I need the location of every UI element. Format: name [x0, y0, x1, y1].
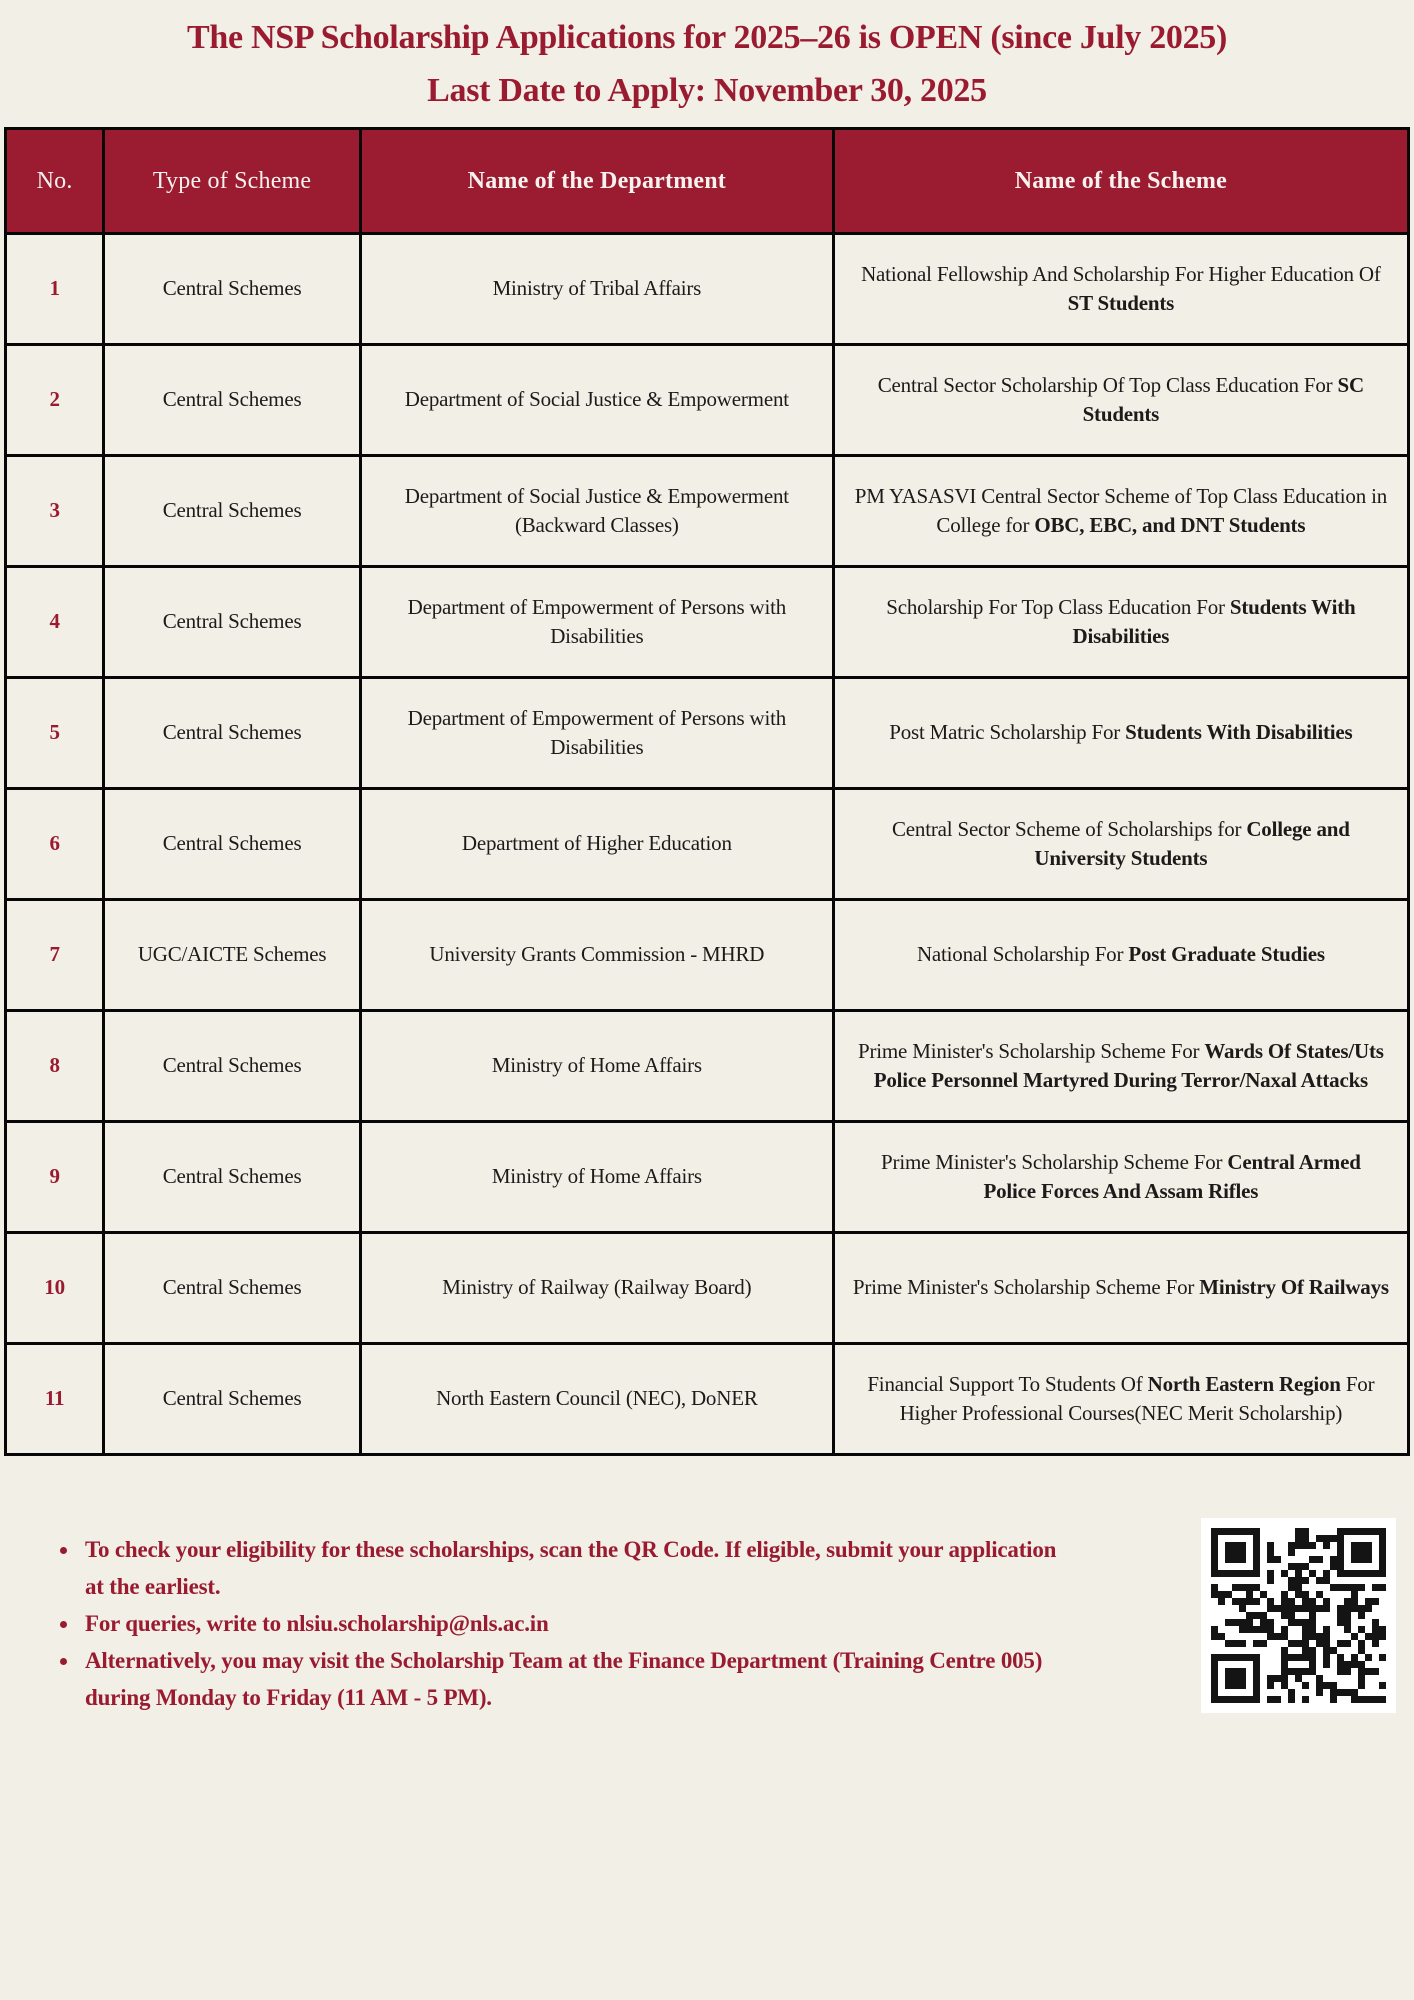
scheme-name-cell [833, 789, 1408, 900]
scheme-name-cell [833, 345, 1408, 456]
scheme-type: Central Schemes [162, 276, 302, 301]
scheme-name-regular: National Fellowship And Scholarship For Higher Education Of [861, 261, 1386, 286]
department-cell [360, 678, 833, 789]
row-number-cell [6, 789, 104, 900]
row-number: 6 [49, 831, 60, 856]
department-cell [360, 900, 833, 1011]
scheme-type-cell [104, 567, 361, 678]
scheme-type: Central Schemes [162, 609, 302, 634]
department-cell [360, 234, 833, 345]
table-row [6, 678, 1409, 789]
note-item [58, 1532, 1075, 1606]
department-name: Ministry of Home Affairs [491, 1053, 702, 1078]
scheme-name-bold: North Eastern Region [1147, 1371, 1341, 1396]
table-row [6, 900, 1409, 1011]
scheme-name-regular: Central Sector Scholarship Of Top Class Education For [877, 372, 1338, 397]
row-number: 5 [49, 720, 60, 745]
header-row [6, 129, 1409, 234]
table-header [6, 129, 1409, 234]
page-title: The NSP Scholarship Applications for 2025–26 is OPEN (since July 2025) [186, 19, 1228, 56]
scheme-name-bold: Students With Disabilities [1072, 594, 1361, 649]
row-number-cell [6, 678, 104, 789]
qr-code-image [1211, 1528, 1386, 1703]
department-cell [360, 567, 833, 678]
scheme-name-regular: National Scholarship For [916, 942, 1129, 967]
scheme-name-regular: Scholarship For Top Class Education For [886, 594, 1230, 619]
scheme-name-regular: PM YASASVI Central Sector Scheme of Top Class Education in College for [854, 483, 1393, 538]
table-row [6, 234, 1409, 345]
scheme-type-cell [104, 900, 361, 1011]
scheme-name-bold: College and University Students [1034, 816, 1355, 871]
scheme-name-regular: Post Matric Scholarship For [889, 720, 1126, 745]
scheme-name-bold: Post Graduate Studies [1128, 942, 1325, 967]
department-cell [360, 456, 833, 567]
table-row [6, 1122, 1409, 1233]
notes-list [58, 1532, 1075, 1716]
department-cell [360, 1011, 833, 1122]
scheme-name-cell [833, 1233, 1408, 1344]
scheme-name-regular: Prime Minister's Scholarship Scheme For [881, 1149, 1228, 1174]
row-number: 8 [49, 1053, 60, 1078]
scheme-type-cell [104, 678, 361, 789]
scheme-name-regular: Prime Minister's Scholarship Scheme For [858, 1038, 1205, 1063]
row-number: 9 [49, 1164, 60, 1189]
department-cell [360, 1344, 833, 1455]
scheme-name-bold: ST Students [1067, 291, 1175, 316]
scheme-name-bold: OBC, EBC, and DNT Students [1034, 513, 1306, 538]
scheme-name-bold: Central Armed Police Forces And Assam Rifles [983, 1149, 1366, 1204]
scheme-name-bold: Wards Of States/Uts Police Personnel Martyred During Terror/Naxal Attacks [873, 1038, 1389, 1093]
scheme-type: UGC/AICTE Schemes [137, 942, 327, 967]
row-number: 2 [49, 387, 60, 412]
scheme-type: Central Schemes [162, 1164, 302, 1189]
table-row [6, 1011, 1409, 1122]
note-text: To check your eligibility for these scholarships, scan the QR Code. If eligible, submit your application at the earliest. [85, 1537, 1057, 1600]
row-number-cell [6, 234, 104, 345]
row-number-cell [6, 345, 104, 456]
scheme-type: Central Schemes [162, 720, 302, 745]
department-cell [360, 345, 833, 456]
row-number: 1 [49, 276, 60, 301]
row-number: 3 [49, 498, 60, 523]
department-name: University Grants Commission - MHRD [429, 942, 765, 967]
scheme-name-regular: Prime Minister's Scholarship Scheme For [852, 1275, 1200, 1300]
row-number-cell [6, 900, 104, 1011]
department-name: Department of Higher Education [461, 831, 732, 856]
department-cell [360, 1233, 833, 1344]
scheme-name-bold: Ministry Of Railways [1199, 1275, 1389, 1300]
scheme-name-cell [833, 1122, 1408, 1233]
scheme-type-cell [104, 234, 361, 345]
table-row [6, 345, 1409, 456]
scheme-name-bold: Students With Disabilities [1125, 720, 1353, 745]
department-name: Department of Empowerment of Persons with Disabilities [407, 705, 787, 760]
scheme-name-regular: Central Sector Scheme of Scholarships for [892, 816, 1247, 841]
row-number-cell [6, 456, 104, 567]
department-cell [360, 789, 833, 900]
department-name: Department of Social Justice & Empowerment [404, 387, 789, 412]
department-name: Department of Empowerment of Persons with Disabilities [407, 594, 787, 649]
col-header-no: No. [6, 129, 104, 234]
scheme-type: Central Schemes [162, 387, 302, 412]
scheme-type-cell [104, 456, 361, 567]
row-number-cell [6, 1233, 104, 1344]
title-block [0, 0, 1414, 117]
row-number: 4 [49, 609, 60, 634]
table-body [6, 234, 1409, 1455]
col-header-department: Name of the Department [360, 129, 833, 234]
row-number: 10 [44, 1275, 65, 1300]
scheme-type-cell [104, 345, 361, 456]
scheme-type: Central Schemes [162, 1275, 302, 1300]
table-row [6, 456, 1409, 567]
scheme-name-regular: Financial Support To Students Of [867, 1371, 1148, 1396]
note-text: For queries, write to nlsiu.scholarship@nls.ac.in [85, 1610, 549, 1636]
row-number-cell [6, 1344, 104, 1455]
row-number: 11 [44, 1386, 65, 1411]
department-name: Ministry of Home Affairs [491, 1164, 702, 1189]
scheme-type: Central Schemes [162, 1386, 302, 1411]
table-row [6, 1344, 1409, 1455]
scheme-name-cell [833, 456, 1408, 567]
department-name: North Eastern Council (NEC), DoNER [436, 1386, 758, 1411]
scheme-name-cell [833, 1344, 1408, 1455]
scheme-type-cell [104, 1011, 361, 1122]
table-row [6, 1233, 1409, 1344]
row-number: 7 [49, 942, 60, 967]
department-cell [360, 1122, 833, 1233]
scheme-name-suffix: For Higher Professional Courses(NEC Merit Scholarship) [899, 1371, 1380, 1426]
scheme-type-cell [104, 1344, 361, 1455]
row-number-cell [6, 1122, 104, 1233]
row-number-cell [6, 1011, 104, 1122]
col-header-type-of-scheme: Type of Scheme [104, 129, 361, 234]
scheme-type: Central Schemes [162, 1053, 302, 1078]
note-item [58, 1606, 1075, 1643]
table-row [6, 567, 1409, 678]
scheme-type-cell [104, 1122, 361, 1233]
scheme-name-cell [833, 900, 1408, 1011]
note-item [58, 1643, 1075, 1717]
department-name: Department of Social Justice & Empowerment (Backward Classes) [404, 483, 789, 538]
footer [0, 1518, 1414, 1716]
scheme-type-cell [104, 1233, 361, 1344]
scheme-type: Central Schemes [162, 498, 302, 523]
scheme-type-cell [104, 789, 361, 900]
note-text: Alternatively, you may visit the Scholarship Team at the Finance Department (Training Centre 005) during Monday to Friday (11 AM - 5 PM). [85, 1647, 1043, 1710]
department-name: Ministry of Railway (Railway Board) [442, 1275, 752, 1300]
scheme-type: Central Schemes [162, 831, 302, 856]
scholarship-table [4, 127, 1410, 1456]
page-subtitle: Last Date to Apply: November 30, 2025 [427, 71, 987, 109]
row-number-cell [6, 567, 104, 678]
scheme-name-cell [833, 678, 1408, 789]
scheme-name-cell [833, 1011, 1408, 1122]
table-row [6, 789, 1409, 900]
qr-code [1201, 1518, 1396, 1713]
col-header-scheme: Name of the Scheme [833, 129, 1408, 234]
department-name: Ministry of Tribal Affairs [492, 276, 702, 301]
scheme-name-cell [833, 567, 1408, 678]
scheme-name-cell [833, 234, 1408, 345]
scheme-name-bold: SC Students [1082, 372, 1370, 427]
